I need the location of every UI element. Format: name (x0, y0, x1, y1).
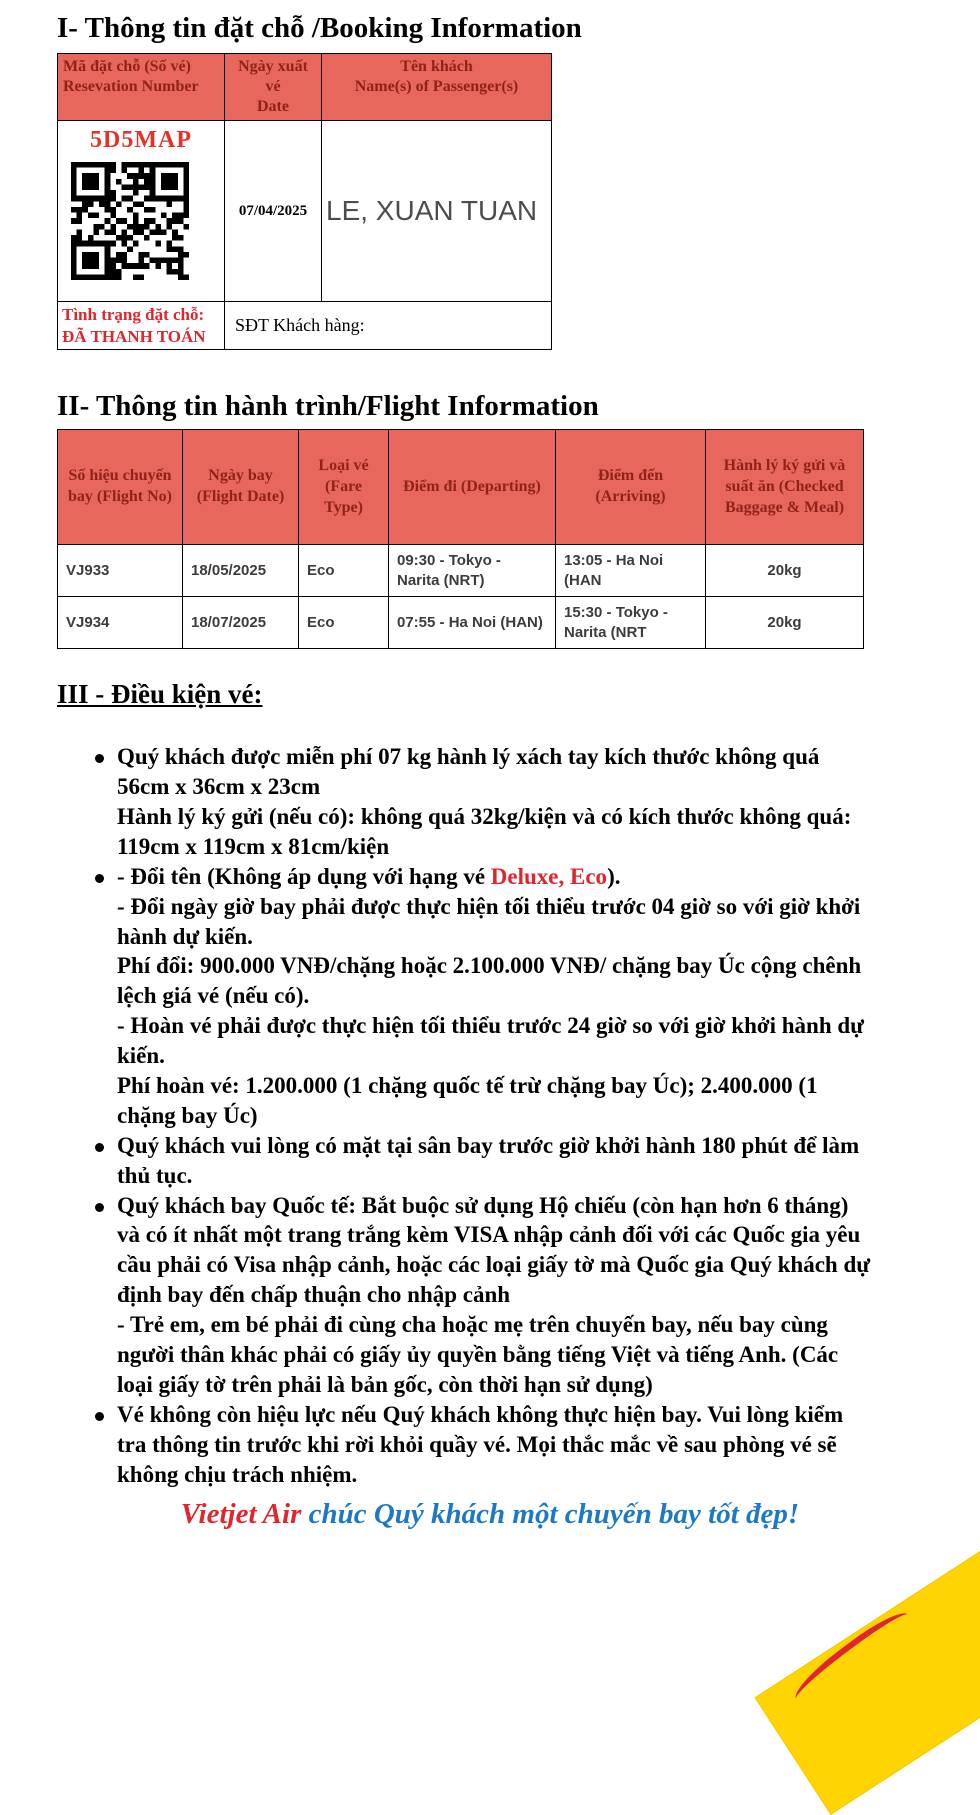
baggage-cell: 20kg (706, 597, 864, 649)
flight-row (58, 597, 864, 649)
booking-table-status-row (58, 302, 552, 350)
arriving-cell: 13:05 - Ha Noi (HAN (556, 545, 706, 597)
arriving-cell: 15:30 - Tokyo - Narita (NRT (556, 597, 706, 649)
flight-table-header (58, 430, 864, 545)
flight-no-cell: VJ933 (58, 545, 183, 597)
flight-date-cell: 18/05/2025 (183, 545, 299, 597)
condition-paragraph: - Đổi ngày giờ bay phải được thực hiện tối thiểu trước 04 giờ so với giờ khởi hành dự kiến. (117, 893, 861, 949)
header-flight-no: Số hiệu chuyến bay (Flight No) (58, 430, 183, 545)
booking-status-label: Tình trạng đặt chỗ: (62, 305, 205, 325)
header-issue-date-en: Date (257, 98, 289, 116)
header-reservation-number-en: Resevation Number (63, 78, 199, 96)
flight-row (58, 545, 864, 597)
header-reservation-number (58, 54, 225, 121)
booking-table-data-row (58, 121, 552, 302)
vietjet-logo-swoosh (788, 1604, 915, 1709)
condition-paragraph: Vé không còn hiệu lực nếu Quý khách không thực hiện bay. Vui lòng kiểm tra thông tin trước khi rời khỏi quầy vé. Mọi thắc mắc về sau phòng vé sẽ không chịu trách nhiệm. (117, 1401, 844, 1487)
conditions-list (95, 742, 875, 1489)
flight-table-body (58, 545, 864, 649)
section1-title: I- Thông tin đặt chỗ /Booking Information (57, 12, 582, 44)
flight-table-header-row (58, 430, 864, 545)
baggage-cell: 20kg (706, 545, 864, 597)
fare-type-cell: Eco (299, 545, 389, 597)
booking-status-cell (58, 302, 225, 350)
passenger-name: LE, XUAN TUAN (322, 121, 552, 302)
header-baggage: Hành lý ký gửi và suất ăn (Checked Baggage & Meal) (706, 430, 864, 545)
reservation-code-cell (58, 121, 225, 302)
customer-phone-label: SĐT Khách hàng: (225, 302, 552, 350)
fare-type-cell: Eco (299, 597, 389, 649)
condition-paragraph: Quý khách vui lòng có mặt tại sân bay trước giờ khởi hành 180 phút để làm thủ tục. (117, 1132, 860, 1188)
footer-message: chúc Quý khách một chuyến bay tốt đẹp! (301, 1497, 800, 1530)
header-departing: Điểm đi (Departing) (389, 430, 556, 545)
footer-brand: Vietjet Air (180, 1497, 302, 1530)
condition-paragraph: - Hoàn vé phải được thực hiện tối thiểu trước 24 giờ so với giờ khởi hành dự kiến. (117, 1013, 864, 1069)
condition-item (95, 1131, 875, 1191)
condition-item (95, 862, 875, 1131)
header-flight-date: Ngày bay (Flight Date) (183, 430, 299, 545)
condition-paragraph: Quý khách được miễn phí 07 kg hành lý xách tay kích thước không quá 56cm x 36cm x 23cm (117, 744, 820, 800)
condition-paragraph: Phí hoàn vé: 1.200.000 (1 chặng quốc tế trừ chặng bay Úc); 2.400.000 (1 chặng bay Úc) (117, 1073, 818, 1128)
condition-paragraph: Phí đổi: 900.000 VNĐ/chặng hoặc 2.100.000 VNĐ/ chặng bay Úc cộng chênh lệch giá vé (nếu có). (117, 953, 862, 1009)
header-issue-date (225, 54, 322, 121)
condition-paragraph: Hành lý ký gửi (nếu có): không quá 32kg/kiện và có kích thước không quá: 119cm x 119cm x 81cm/kiện (117, 804, 852, 859)
header-issue-date-vi: Ngày xuất vé (238, 58, 308, 96)
footer-line (57, 1498, 923, 1531)
flight-no-cell: VJ934 (58, 597, 183, 649)
booking-status-value: ĐÃ THANH TOÁN (62, 326, 206, 346)
header-passenger-name-en: Name(s) of Passenger(s) (354, 78, 519, 96)
condition-paragraph: Quý khách bay Quốc tế: Bắt buộc sử dụng Hộ chiếu (còn hạn hơn 6 tháng) và có ít nhất một trang trắng kèm VISA nhập cảnh đối với các Quốc gia yêu cầu phải có Visa nhập cảnh, hoặc các loại giấy tờ mà Quốc gia Quý khách dự định bay đến chấp thuận cho nhập cảnh (117, 1192, 871, 1308)
qr-code (71, 162, 189, 280)
booking-table (57, 53, 552, 350)
header-passenger-name-vi: Tên khách (400, 58, 473, 76)
condition-item (95, 1400, 875, 1490)
flight-table (57, 429, 864, 649)
section3-title: III - Điều kiện vé: (57, 679, 263, 710)
condition-paragraph: - Trẻ em, em bé phải đi cùng cha hoặc mẹ trên chuyến bay, nếu bay cùng người thân khác phải có giấy ủy quyền bằng tiếng Việt và tiếng Anh. (Các loại giấy tờ trên phải là bản gốc, còn thời hạn sử dụng) (117, 1312, 839, 1397)
section2-title: II- Thông tin hành trình/Flight Information (57, 389, 599, 422)
issue-date: 07/04/2025 (225, 121, 322, 302)
reservation-code: 5D5MAP (90, 127, 192, 154)
condition-item (95, 1191, 875, 1400)
header-reservation-number-vi: Mã đặt chỗ (Số vé) (63, 58, 191, 76)
departing-cell: 07:55 - Ha Noi (HAN) (389, 597, 556, 649)
header-arriving: Điểm đến (Arriving) (556, 430, 706, 545)
condition-item (95, 742, 875, 862)
booking-table-header-row (58, 54, 552, 121)
header-fare-type: Loại vé (Fare Type) (299, 430, 389, 545)
flight-date-cell: 18/07/2025 (183, 597, 299, 649)
departing-cell: 09:30 - Tokyo - Narita (NRT) (389, 545, 556, 597)
header-passenger-name (322, 54, 552, 121)
condition-paragraph: - Đổi tên (Không áp dụng với hạng vé Deluxe, Eco). (117, 863, 621, 889)
vietjet-corner-ribbon (754, 1545, 980, 1815)
